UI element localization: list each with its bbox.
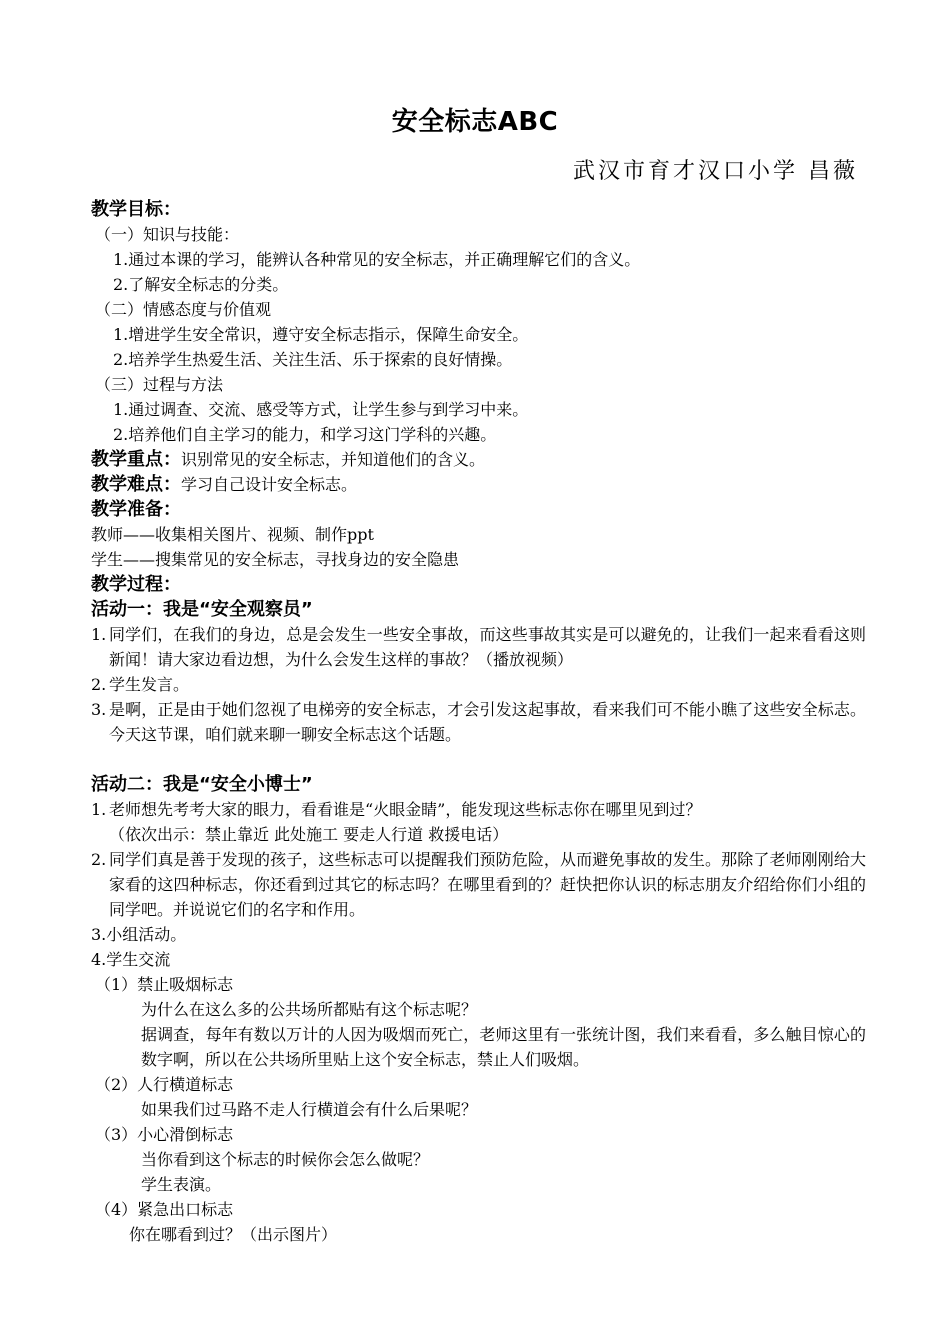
- difficulty-label: 教学难点：: [91, 474, 181, 495]
- author-line: 武汉市育才汉口小学 昌薇: [573, 159, 858, 184]
- sign4-label: （4）紧急出口标志: [95, 1200, 234, 1219]
- document-title: 安全标志ABC: [391, 107, 559, 137]
- objectives-heading: 教学目标：: [91, 199, 181, 220]
- activity1-item-3: 3. 是啊，正是由于她们忽视了电梯旁的安全标志，才会引发这起事故，看来我们可不能小瞧了这些安全标志。今天这节课，咱们就来聊一聊安全标志这个话题。: [91, 700, 866, 744]
- emotion-label: （二）情感态度与价值观: [95, 300, 272, 319]
- key-point-text: 识别常见的安全标志，并知道他们的含义。: [181, 450, 486, 469]
- knowledge-item-1: 1.通过本课的学习，能辨认各种常见的安全标志，并正确理解它们的含义。: [113, 250, 641, 269]
- preparation-student: 学生——搜集常见的安全标志，寻找身边的安全隐患: [91, 550, 460, 569]
- spacer: [91, 747, 866, 772]
- activity2-heading: 活动二：我是“安全小博士”: [91, 774, 313, 795]
- sign3-label: （3）小心滑倒标志: [95, 1125, 234, 1144]
- activity1-heading: 活动一：我是“安全观察员”: [91, 599, 313, 620]
- preparation-heading: 教学准备：: [91, 499, 181, 520]
- document-body: [91, 197, 866, 1247]
- activity2-item-4: 4.学生交流: [91, 950, 171, 969]
- process-heading: 教学过程：: [91, 574, 181, 595]
- sign1-text: 据调查，每年有数以万计的人因为吸烟而死亡，老师这里有一张统计图，我们来看看，多么触目惊心的数字啊，所以在公共场所里贴上这个安全标志，禁止人们吸烟。: [141, 1025, 866, 1069]
- sign3-question: 当你看到这个标志的时候你会怎么做呢？: [141, 1150, 430, 1169]
- key-point: [91, 447, 866, 472]
- activity1-item-1: 1. 同学们，在我们的身边，总是会发生一些安全事故，而这些事故其实是可以避免的，让我们一起来看看这则新闻！请大家边看边想，为什么会发生这样的事故？（播放视频）: [91, 625, 866, 669]
- activity2-item-1: 1. 老师想先考考大家的眼力，看看谁是“火眼金睛”，能发现这些标志你在哪里见到过？: [91, 800, 702, 819]
- process-method-label: （三）过程与方法: [95, 375, 224, 394]
- sign2-label: （2）人行横道标志: [95, 1075, 234, 1094]
- sign1-label: （1）禁止吸烟标志: [95, 975, 234, 994]
- activity2-item-1-sub: （依次出示：禁止靠近 此处施工 要走人行道 救援电话）: [109, 825, 509, 844]
- knowledge-label: （一）知识与技能：: [95, 225, 240, 244]
- activity1-item-2: 2. 学生发言。: [91, 675, 190, 694]
- difficulty: [91, 472, 866, 497]
- activity2-item-2: 2. 同学们真是善于发现的孩子，这些标志可以提醒我们预防危险，从而避免事故的发生。那除了老师刚刚给大家看的这四种标志，你还看到过其它的标志吗？在哪里看到的？赶快把你认识的标志朋友介绍给你们小组的同学吧。并说说它们的名字和作用。: [91, 850, 866, 919]
- sign1-question: 为什么在这么多的公共场所都贴有这个标志呢？: [141, 1000, 478, 1019]
- preparation-teacher: 教师——收集相关图片、视频、制作ppt: [91, 525, 374, 544]
- sign4-question: 你在哪看到过？（出示图片）: [129, 1225, 338, 1244]
- activity2-item-3: 3.小组活动。: [91, 925, 187, 944]
- emotion-item-2: 2.培养学生热爱生活、关注生活、乐于探索的良好情操。: [113, 350, 513, 369]
- process-method-item-2: 2.培养他们自主学习的能力，和学习这门学科的兴趣。: [113, 425, 497, 444]
- difficulty-text: 学习自己设计安全标志。: [181, 475, 358, 494]
- sign2-question: 如果我们过马路不走人行横道会有什么后果呢？: [141, 1100, 478, 1119]
- knowledge-item-2: 2.了解安全标志的分类。: [113, 275, 289, 294]
- emotion-item-1: 1.增进学生安全常识，遵守安全标志指示，保障生命安全。: [113, 325, 529, 344]
- sign3-answer: 学生表演。: [141, 1175, 222, 1194]
- key-point-label: 教学重点：: [91, 449, 181, 470]
- process-method-item-1: 1.通过调查、交流、感受等方式，让学生参与到学习中来。: [113, 400, 529, 419]
